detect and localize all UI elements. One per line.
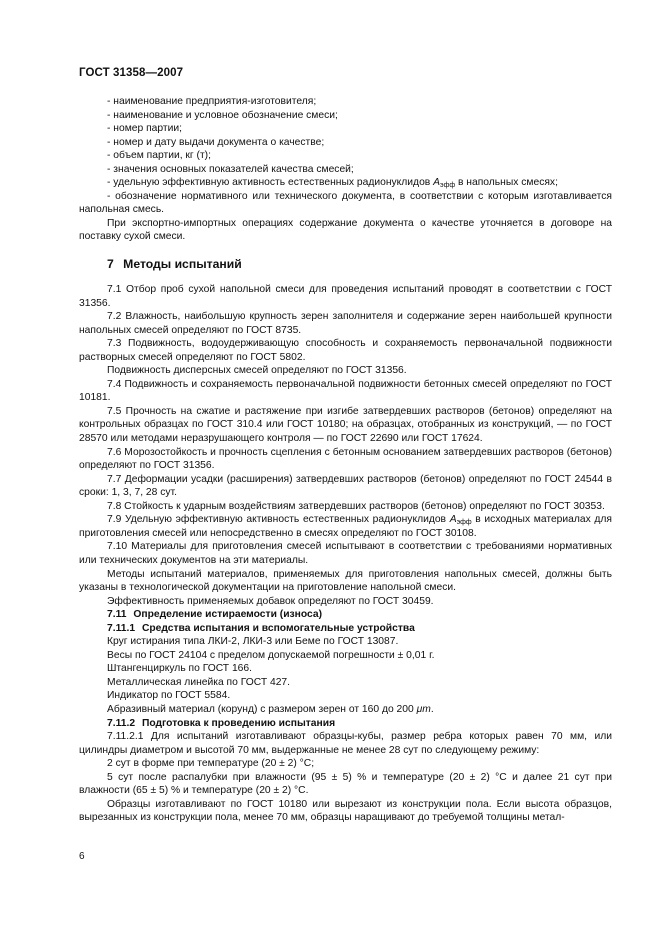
paragraph-text: 7.9 Удельную эффективную активность естественных радионуклидов bbox=[107, 514, 450, 526]
list-item: - номер партии; bbox=[107, 123, 182, 135]
section-number: 7 bbox=[107, 257, 114, 272]
paragraph-7-1: 7.1 Отбор проб сухой напольной смеси для проведения испытаний проводят в соответствии с ГОСТ 31356. bbox=[79, 284, 612, 309]
list-item-activity bbox=[79, 176, 612, 190]
paragraph-7-6: 7.6 Морозостойкость и прочность сцепления с бетонным основанием затвердевших растворов (бетонов) определяют по ГОСТ 31356. bbox=[79, 446, 612, 472]
page-number: 6 bbox=[79, 851, 85, 862]
equipment-item: Металлическая линейка по ГОСТ 427. bbox=[107, 676, 291, 688]
paragraph-7-7: 7.7 Деформации усадки (расширения) затвердевших растворов (бетонов) определяют по ГОСТ 24544 в сроки: 1, 3, 7, 28 сут. bbox=[79, 473, 612, 499]
equipment-item: Круг истирания типа ЛКИ-2, ЛКИ-3 или Беме по ГОСТ 13087. bbox=[107, 636, 399, 648]
activity-symbol: А bbox=[433, 177, 440, 189]
list-item: - объем партии, кг (т); bbox=[107, 150, 211, 162]
paragraph-7-3b: Подвижность дисперсных смесей определяют по ГОСТ 31356. bbox=[107, 365, 407, 377]
equipment-item: Весы по ГОСТ 24104 с пределом допускаемой погрешности ± 0,01 г. bbox=[107, 649, 435, 661]
paragraph-5-days: 5 сут после распалубки при влажности (95 ± 5) % и температуре (20 ± 2) °С и далее 21 сут при влажности (65 ± 5) % и температуре (20 ± 2) °С. bbox=[79, 771, 612, 797]
paragraph-7-8: 7.8 Стойкость к ударным воздействиям затвердевших растворов (бетонов) определяют по ГОСТ 30353. bbox=[107, 500, 605, 512]
paragraph-7-4: 7.4 Подвижность и сохраняемость первоначальной подвижности бетонных смесей определяют по ГОСТ 10181. bbox=[79, 378, 612, 404]
list-item: - наименование предприятия-изготовителя; bbox=[107, 96, 317, 107]
paragraph-7-5: 7.5 Прочность на сжатие и растяжение при изгибе затвердевших растворов (бетонов) определяют на контрольных образцах по ГОСТ 310.4 или ГОСТ 10180; на образцах, отобранных из конструкций, — по ГОСТ 28570 или методами неразрушающего контроля — по ГОСТ 22690 или ГОСТ 17624. bbox=[79, 405, 612, 445]
paragraph-7-10c: Эффективность применяемых добавок определяют по ГОСТ 30459. bbox=[107, 595, 434, 607]
section-heading-7 bbox=[79, 256, 612, 272]
subsection-number: 7.11.2 bbox=[107, 717, 136, 729]
unit-micrometer: μm bbox=[416, 703, 431, 715]
subsection-title: Подготовка к проведению испытания bbox=[141, 717, 336, 729]
subsection-heading-7-11 bbox=[79, 608, 612, 622]
paragraph-samples: Образцы изготавливают по ГОСТ 10180 или вырезают из конструкции пола. Если высота образцов, вырезанных из конструкции пола, менее 70 мм, образцы наращивают до требуемой толщины метал- bbox=[79, 798, 612, 824]
list-item-text: в напольных смесях; bbox=[455, 177, 558, 189]
paragraph-2-days: 2 сут в форме при температуре (20 ± 2) °С; bbox=[107, 758, 315, 770]
equipment-text: Абразивный материал (корунд) с размером зерен от 160 до 200 bbox=[107, 703, 417, 715]
paragraph-7-2: 7.2 Влажность, наибольшую крупность зерен заполнителя и содержание зерен наибольшей крупности напольных смесей определяют по ГОСТ 8735. bbox=[79, 311, 612, 336]
activity-subscript: эфф bbox=[440, 182, 456, 190]
list-item-text: - удельную эффективную активность естественных радионуклидов bbox=[107, 177, 434, 189]
subsection-number: 7.11 bbox=[107, 609, 127, 621]
paragraph-export: При экспортно-импортных операциях содержание документа о качестве уточняется в договоре на поставку сухой смеси. bbox=[79, 217, 612, 243]
subsection-title: Определение истираемости (износа) bbox=[133, 609, 323, 621]
equipment-item: Штангенциркуль по ГОСТ 166. bbox=[107, 663, 253, 675]
paragraph-7-10: 7.10 Материалы для приготовления смесей испытывают в соответствии с требованиями нормативных или технических документов на эти материалы. bbox=[79, 541, 612, 566]
equipment-item-abrasive bbox=[79, 703, 612, 717]
list-item: - обозначение нормативного или технического документа, в соответствии с которым изготавливается напольная смесь. bbox=[79, 190, 612, 216]
list-item: - значения основных показателей качества смесей; bbox=[107, 163, 354, 175]
subsection-heading-7-11-1 bbox=[79, 622, 612, 636]
subsection-title: Средства испытания и вспомогательные устройства bbox=[141, 622, 415, 634]
paragraph-7-9 bbox=[79, 513, 612, 540]
list-item: - номер и дату выдачи документа о качестве; bbox=[107, 136, 325, 148]
activity-subscript: эфф bbox=[456, 519, 472, 527]
paragraph-7-10b: Методы испытаний материалов, применяемых для приготовления напольных смесей, должны быть указаны в технологической документации на приготовление напольной смеси. bbox=[79, 568, 612, 594]
document-body bbox=[79, 95, 612, 825]
subsection-heading-7-11-2 bbox=[79, 717, 612, 731]
section-title: Методы испытаний bbox=[123, 257, 242, 272]
document-header: ГОСТ 31358—2007 bbox=[79, 67, 184, 79]
paragraph-text: в исходных материалах для приготовления смесей или непосредственно в смесях определяют по ГОСТ 30108. bbox=[79, 514, 612, 539]
equipment-text: . bbox=[430, 703, 434, 715]
activity-symbol: А bbox=[449, 514, 457, 526]
equipment-item: Индикатор по ГОСТ 5584. bbox=[107, 690, 231, 702]
list-item: - наименование и условное обозначение смеси; bbox=[107, 109, 338, 121]
paragraph-7-3: 7.3 Подвижность, водоудерживающую способность и сохраняемость первоначальной подвижности растворных смесей определяют по ГОСТ 5802. bbox=[79, 338, 612, 363]
subsection-number: 7.11.1 bbox=[107, 622, 136, 634]
paragraph-7-11-2-1: 7.11.2.1 Для испытаний изготавливают образцы-кубы, размер ребра которых равен 70 мм, или цилиндры диаметром и высотой 70 мм, выдержанные не менее 28 сут по следующему режиму: bbox=[79, 731, 612, 756]
